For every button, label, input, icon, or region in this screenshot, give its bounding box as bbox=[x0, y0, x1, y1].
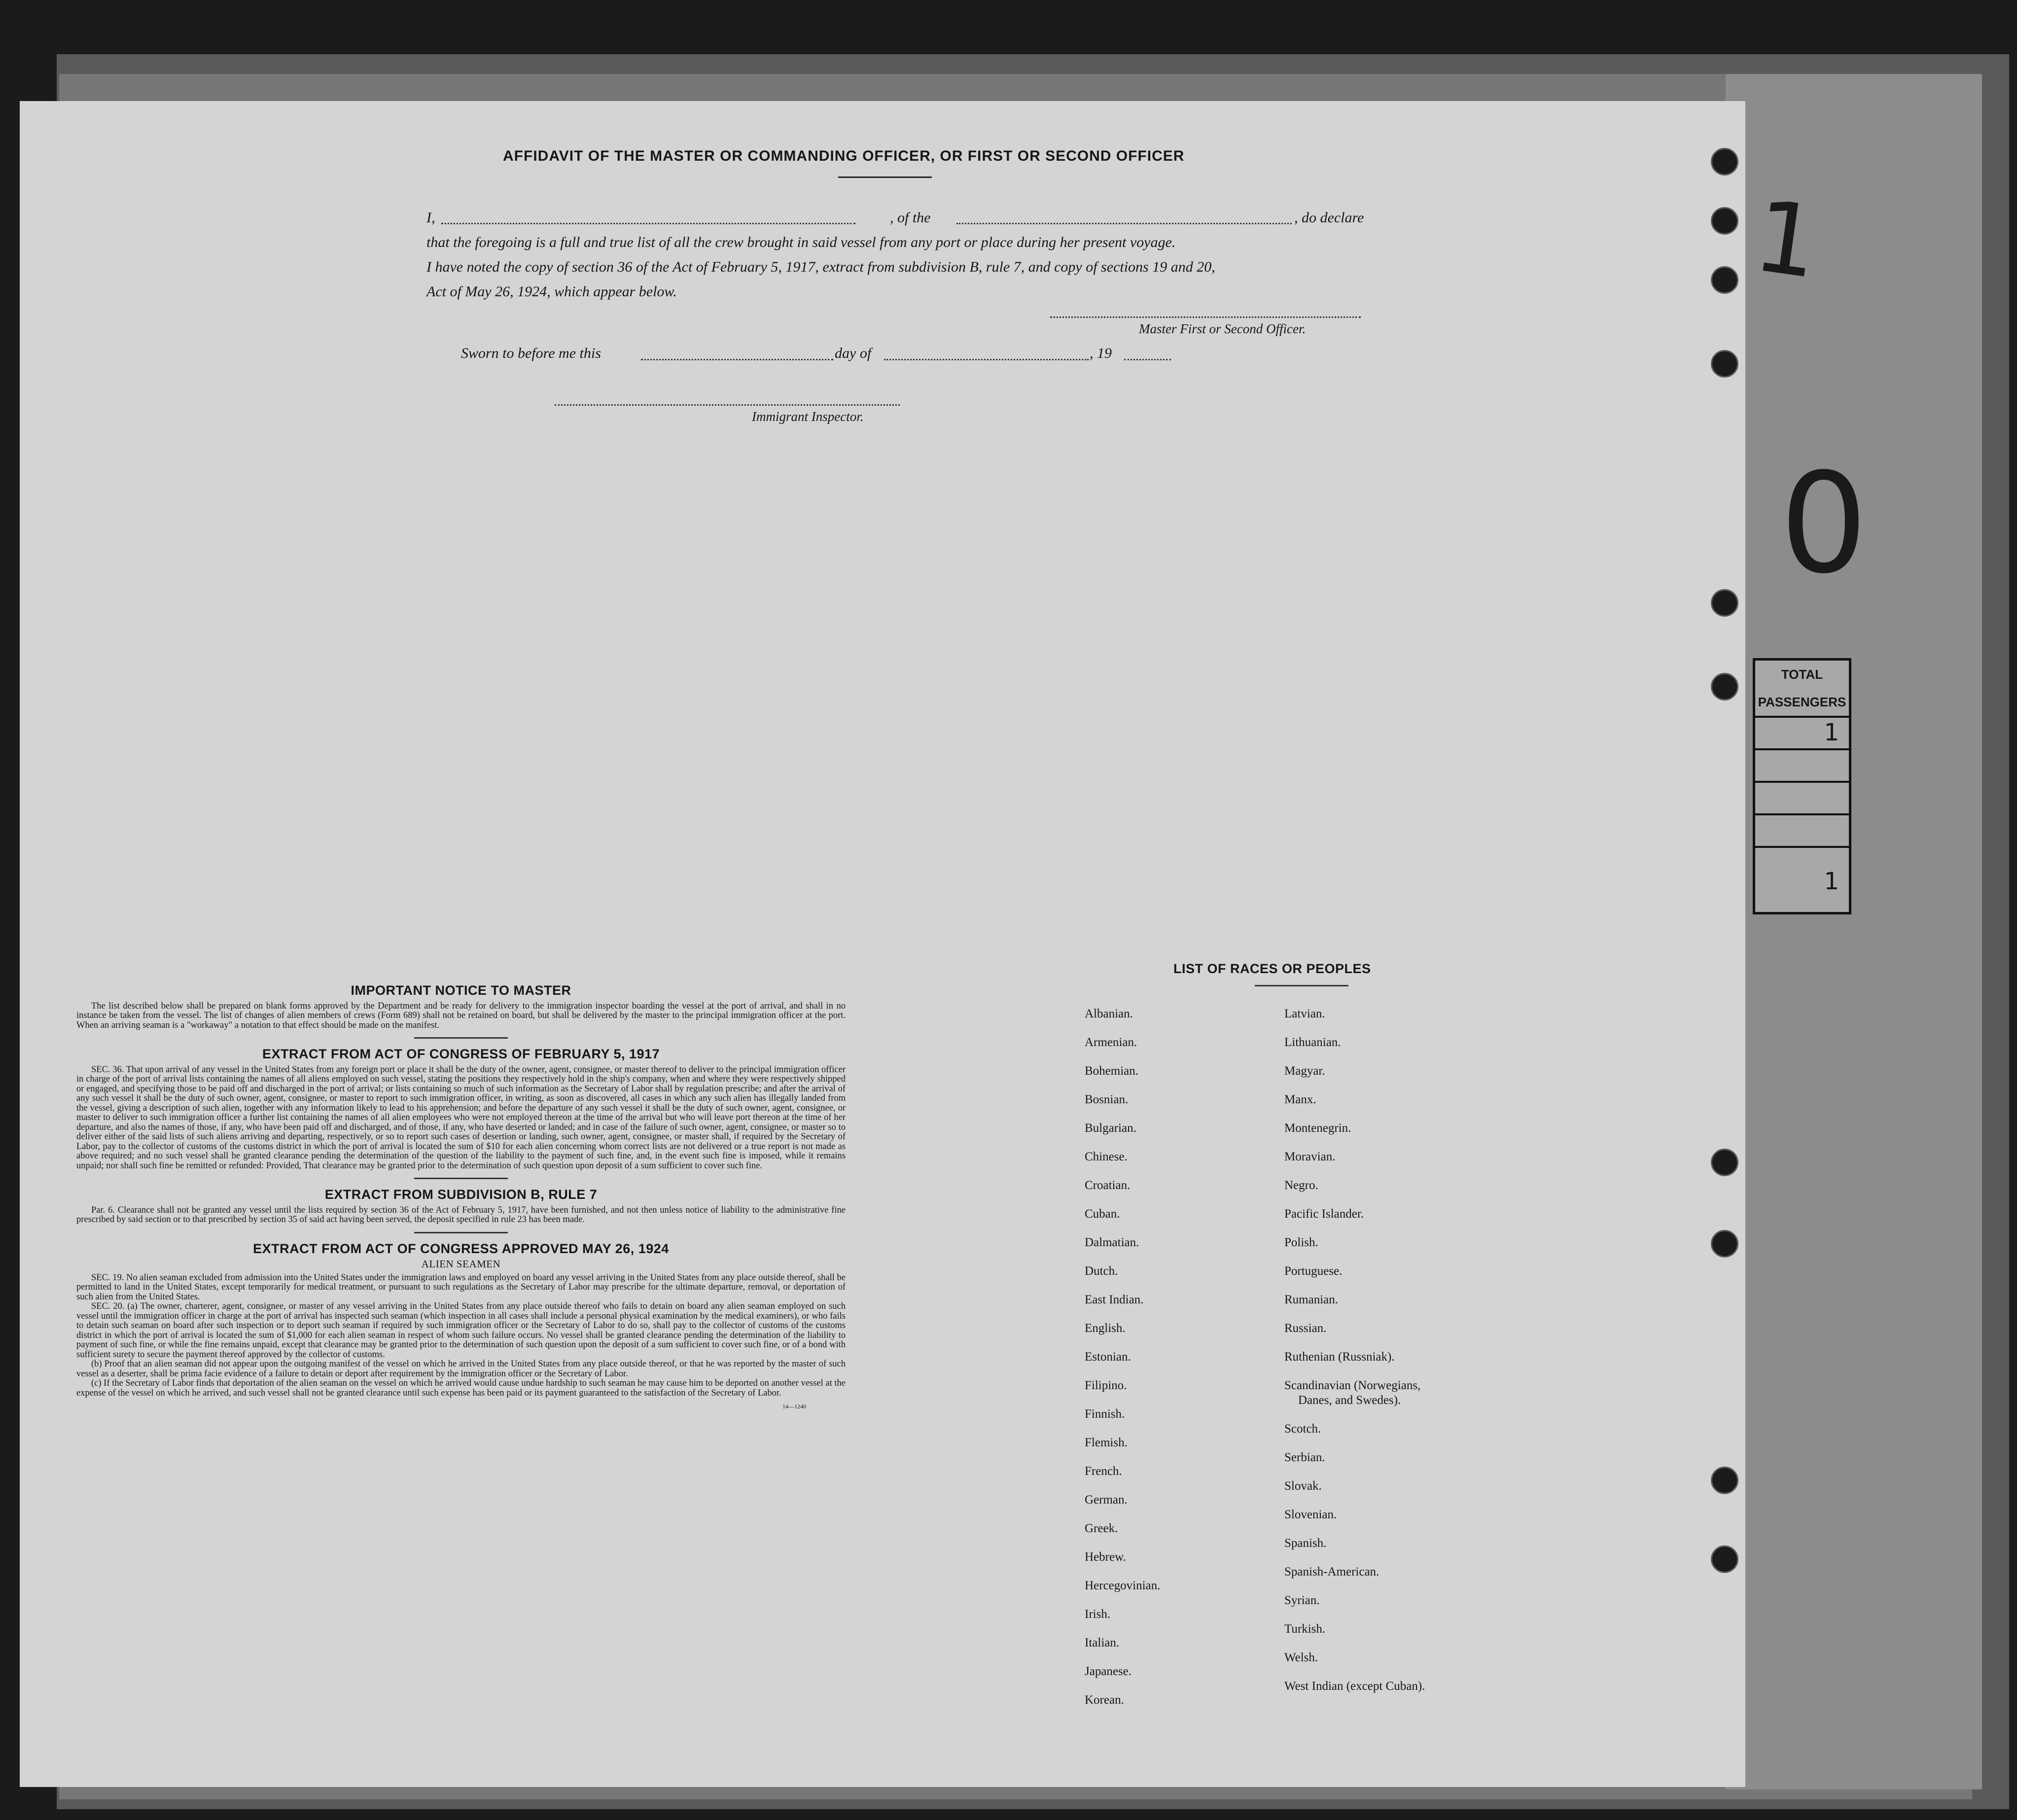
total-passengers-header: TOTAL PASSENGERS bbox=[1755, 661, 1849, 718]
notice-text: The list described below shall be prepared on blank forms approved by the Department and be ready for delivery to the immigration inspector boarding the vessel at the port of arrival, and shall in no instance be taken from the vessel. The list of changes of alien members of crews (Form 689) shall not be retained on board, but shall be delivered by the master to the principal immigration officer at the port. When an arriving seaman is a "workaway" a notation to that effect should be made on the manifest. bbox=[76, 1001, 846, 1030]
race-item: Montenegrin. bbox=[1284, 1121, 1351, 1135]
race-item: Negro. bbox=[1284, 1179, 1318, 1192]
races-left-column bbox=[1085, 1007, 1292, 1721]
sworn-day-blank[interactable] bbox=[641, 344, 833, 360]
race-item: Dutch. bbox=[1085, 1264, 1118, 1278]
race-item: East Indian. bbox=[1085, 1293, 1144, 1306]
tally-row: 1 bbox=[1824, 868, 1839, 895]
race-item: Chinese. bbox=[1085, 1150, 1128, 1163]
form-page bbox=[20, 101, 1745, 1787]
race-item: Greek. bbox=[1085, 1522, 1118, 1535]
race-item: Polish. bbox=[1284, 1236, 1318, 1249]
race-item: Korean. bbox=[1085, 1693, 1124, 1707]
race-item: Spanish. bbox=[1284, 1537, 1327, 1550]
race-item: Magyar. bbox=[1284, 1064, 1325, 1078]
race-item: Rumanian. bbox=[1284, 1293, 1339, 1306]
extract-rule7-title: EXTRACT FROM SUBDIVISION B, RULE 7 bbox=[324, 1187, 598, 1202]
binder-hole bbox=[1711, 1230, 1738, 1258]
race-item: Moravian. bbox=[1284, 1150, 1336, 1163]
sworn-day-of: day of bbox=[835, 345, 872, 361]
vessel-name-blank[interactable] bbox=[956, 208, 1292, 224]
tally-row bbox=[1755, 815, 1849, 848]
affidavit-line-4: Act of May 26, 1924, which appear below. bbox=[426, 283, 677, 300]
sworn-prefix: Sworn to before me this bbox=[461, 345, 601, 361]
race-item: Japanese. bbox=[1085, 1665, 1132, 1678]
divider bbox=[414, 1232, 508, 1233]
race-item: Bohemian. bbox=[1085, 1064, 1139, 1078]
sec20c-text: (c) If the Secretary of Labor finds that deportation of the alien seaman on the vessel on which he arrived would cause undue hardship to such seaman he may cause him to be deported on another vessel at the expense of the vessel on which he arrived, and such vessel shall not be granted clearance until such expense has been paid or its payment guaranteed to the satisfaction of the Secretary of Labor. bbox=[76, 1378, 846, 1398]
race-item: Portuguese. bbox=[1284, 1264, 1343, 1278]
binder-hole bbox=[1711, 350, 1738, 378]
tally-row: 1 bbox=[1755, 718, 1849, 750]
affidavit-of-the: , of the bbox=[890, 210, 931, 226]
race-item: Finnish. bbox=[1085, 1407, 1125, 1421]
affidavit-line-3: I have noted the copy of section 36 of the Act of February 5, 1917, extract from subdivision B, rule 7, and copy of sections 19 and 20, bbox=[426, 259, 1215, 275]
extract-rule7-text: Par. 6. Clearance shall not be granted any vessel until the lists required by section 36 of the Act of February 5, 1917, have been furnished, and not then unless notice of liability to the administrative fine prescribed by said section or to that prescribed by section 35 of said act having been served, the deposit specified in rule 23 has been made. bbox=[76, 1205, 846, 1225]
race-item: Albanian. bbox=[1085, 1007, 1133, 1020]
race-item: Croatian. bbox=[1085, 1179, 1131, 1192]
inspector-signature-blank[interactable] bbox=[555, 399, 900, 406]
race-item: Slovenian. bbox=[1284, 1508, 1337, 1521]
binder-hole bbox=[1711, 673, 1738, 700]
race-item: Hebrew. bbox=[1085, 1550, 1126, 1564]
race-item: Syrian. bbox=[1284, 1594, 1320, 1607]
race-item: Filipino. bbox=[1085, 1379, 1127, 1392]
divider bbox=[838, 176, 932, 178]
handwritten-number-zero: 0 bbox=[1780, 444, 1868, 604]
divider bbox=[414, 1178, 508, 1179]
binder-hole bbox=[1711, 1149, 1738, 1176]
affidavit-title: AFFIDAVIT OF THE MASTER OR COMMANDING OFFICER, OR FIRST OR SECOND OFFICER bbox=[503, 148, 1185, 164]
race-item: Latvian. bbox=[1284, 1007, 1325, 1020]
affidavit-i: I, bbox=[426, 210, 435, 226]
race-item: Slovak. bbox=[1284, 1479, 1322, 1493]
race-item: German. bbox=[1085, 1493, 1128, 1506]
race-item: West Indian (except Cuban). bbox=[1284, 1680, 1425, 1693]
race-item: Russian. bbox=[1284, 1322, 1327, 1335]
divider bbox=[1255, 985, 1348, 986]
race-item: Pacific Islander. bbox=[1284, 1207, 1364, 1221]
race-item: Spanish-American. bbox=[1284, 1565, 1380, 1578]
tally-row bbox=[1755, 783, 1849, 815]
sworn-year-blank[interactable] bbox=[1124, 344, 1171, 360]
race-item: French. bbox=[1085, 1465, 1122, 1478]
race-item: Bosnian. bbox=[1085, 1093, 1129, 1106]
binder-hole bbox=[1711, 1545, 1738, 1573]
tally-row bbox=[1755, 750, 1849, 783]
binder-holes bbox=[1711, 101, 1755, 1787]
extract-1924-title: EXTRACT FROM ACT OF CONGRESS APPROVED MAY 26, 1924 bbox=[253, 1241, 669, 1256]
race-item: Flemish. bbox=[1085, 1436, 1128, 1449]
officer-signature-label: Master First or Second Officer. bbox=[1139, 321, 1306, 336]
binder-hole bbox=[1711, 589, 1738, 617]
sworn-year: , 19 bbox=[1090, 345, 1112, 361]
race-item: Danes, and Swedes). bbox=[1298, 1394, 1401, 1407]
race-item: Bulgarian. bbox=[1085, 1121, 1136, 1135]
race-item: Welsh. bbox=[1284, 1651, 1318, 1664]
binder-hole bbox=[1711, 1467, 1738, 1494]
race-item: English. bbox=[1085, 1322, 1126, 1335]
race-item: Dalmatian. bbox=[1085, 1236, 1139, 1249]
sworn-month-blank[interactable] bbox=[884, 344, 1089, 360]
race-item: Italian. bbox=[1085, 1636, 1120, 1649]
races-title: LIST OF RACES OR PEOPLES bbox=[1173, 961, 1371, 976]
extract-1917-text: SEC. 36. That upon arrival of any vessel in the United States from any foreign port or place it shall be the duty of the owner, agent, consignee, or master thereof to deliver to the principal immigration officer in charge of the port of arrival lists containing the names of all aliens employed on such vessel, stating the positions they respectively hold in the ship's company, when and where they were respectively shipped or engaged, and specifying those to be paid off and discharged in the port of arrival; or lists containing so much of such information as the Secretary of Labor shall by regulation prescribe; and after the arrival of any such vessel it shall be the duty of such owner, agent, consignee, or master to report to such immigration officer, in writing, as soon as discovered, all cases in which any such alien has illegally landed from the vessel, giving a description of such alien, together with any information likely to lead to his apprehension; and before the departure of any such vessel it shall be the duty of such owner, agent, consignee, or master to deliver to such immigration officer a further list containing the names of all alien employees who were not employed thereon at the time of the arrival but who will leave port thereon at the time of her departure, and also the names of those, if any, who have been paid off and discharged, and of those, if any, who have deserted or landed; and in case of the failure of such owner, agent, consignee, or master so to deliver either of the said lists of such aliens arriving and departing, respectively, or so to report such cases of desertion or landing, such owner, agent, consignee, or master shall, if required by the Secretary of Labor, pay to the collector of customs of the customs district in which the port of arrival is located the sum of $10 for each alien concerning whom correct lists are not delivered or a true report is not made as above required; and no such vessel shall be granted clearance pending the determination of the question of the liability to the payment of such fine, and, in the event such fine is imposed, while it remains unpaid; nor shall such fine be remitted or refunded: Provided, That clearance may be granted prior to the determination of such question upon deposit of a sum sufficient to cover such fine. bbox=[76, 1064, 846, 1171]
handwritten-number-one: 1 bbox=[1747, 178, 1826, 301]
affidavit-declare: , do declare bbox=[1294, 210, 1364, 226]
legal-notice-column bbox=[76, 983, 846, 1412]
sec20a-text: SEC. 20. (a) The owner, charterer, agent, consignee, or master of any vessel arriving in the United States from any place outside thereof who fails to detain on board any alien seaman employed on such vessel until the immigration officer in charge at the port of arrival has inspected such seaman (which inspection in all cases shall include a personal physical examination by the medical examiners), or who fails to detain such seaman on board after such inspection or to deport such seaman if required by such immigration officer or the Secretary of Labor to do so, shall pay to the collector of customs of the customs district in which the port of arrival is located the sum of $1,000 for each alien seaman in respect of whom such failure occurs. No vessel shall be granted clearance pending the determination of the liability to payment of such fine, or while the fine remains unpaid, except that clearance may be granted prior to the determination of such question upon the deposit of a sum sufficient to cover such fine, or of a bond with sufficient surety to secure the payment thereof approved by the collector of customs. bbox=[76, 1301, 846, 1360]
total-passengers-box bbox=[1753, 658, 1851, 914]
inspector-label: Immigrant Inspector. bbox=[752, 409, 864, 424]
races-right-column bbox=[1284, 1007, 1491, 1708]
race-item: Hercegovinian. bbox=[1085, 1579, 1161, 1592]
alien-seamen-subtitle: ALIEN SEAMEN bbox=[421, 1258, 501, 1270]
race-item: Ruthenian (Russniak). bbox=[1284, 1350, 1395, 1364]
affidavit-line-2: that the foregoing is a full and true list of all the crew brought in said vessel from any port or place during her present voyage. bbox=[426, 234, 1176, 250]
binder-hole bbox=[1711, 207, 1738, 235]
race-item: Scotch. bbox=[1284, 1422, 1321, 1435]
race-item: Serbian. bbox=[1284, 1451, 1325, 1464]
race-item: Manx. bbox=[1284, 1093, 1316, 1106]
binder-hole bbox=[1711, 266, 1738, 294]
officer-name-blank[interactable] bbox=[441, 208, 855, 224]
back-sheet-edge bbox=[1726, 74, 1982, 1789]
extract-1917-title: EXTRACT FROM ACT OF CONGRESS OF FEBRUARY 5, 1917 bbox=[262, 1047, 660, 1061]
race-item: Cuban. bbox=[1085, 1207, 1120, 1221]
race-item: Scandinavian (Norwegians, bbox=[1284, 1379, 1421, 1392]
race-item: Lithuanian. bbox=[1284, 1036, 1341, 1049]
race-item: Armenian. bbox=[1085, 1036, 1137, 1049]
race-item: Estonian. bbox=[1085, 1350, 1131, 1364]
form-number: 14—1240 bbox=[782, 1403, 806, 1410]
officer-signature-blank[interactable] bbox=[1050, 312, 1361, 318]
sec20b-text: (b) Proof that an alien seaman did not appear upon the outgoing manifest of the vessel on which he arrived in the United States from any place outside thereof, or that he was reported by the master of such vessel as a deserter, shall be prima facie evidence of a failure to detain or deport after requirement by the immigration officer or the Secretary of Labor. bbox=[76, 1359, 846, 1379]
binder-hole bbox=[1711, 148, 1738, 175]
race-item: Irish. bbox=[1085, 1608, 1111, 1621]
divider bbox=[414, 1037, 508, 1039]
race-item: Turkish. bbox=[1284, 1622, 1326, 1636]
notice-title: IMPORTANT NOTICE TO MASTER bbox=[351, 983, 571, 998]
sec19-text: SEC. 19. No alien seaman excluded from admission into the United States under the immigration laws and employed on board any vessel arriving in the United States from any place outside thereof, shall be permitted to land in the United States, except temporarily for medical treatment, or pursuant to such regulations as the Secretary of Labor may prescribe for the ultimate departure, removal, or deportation of such alien from the United States. bbox=[76, 1272, 846, 1302]
